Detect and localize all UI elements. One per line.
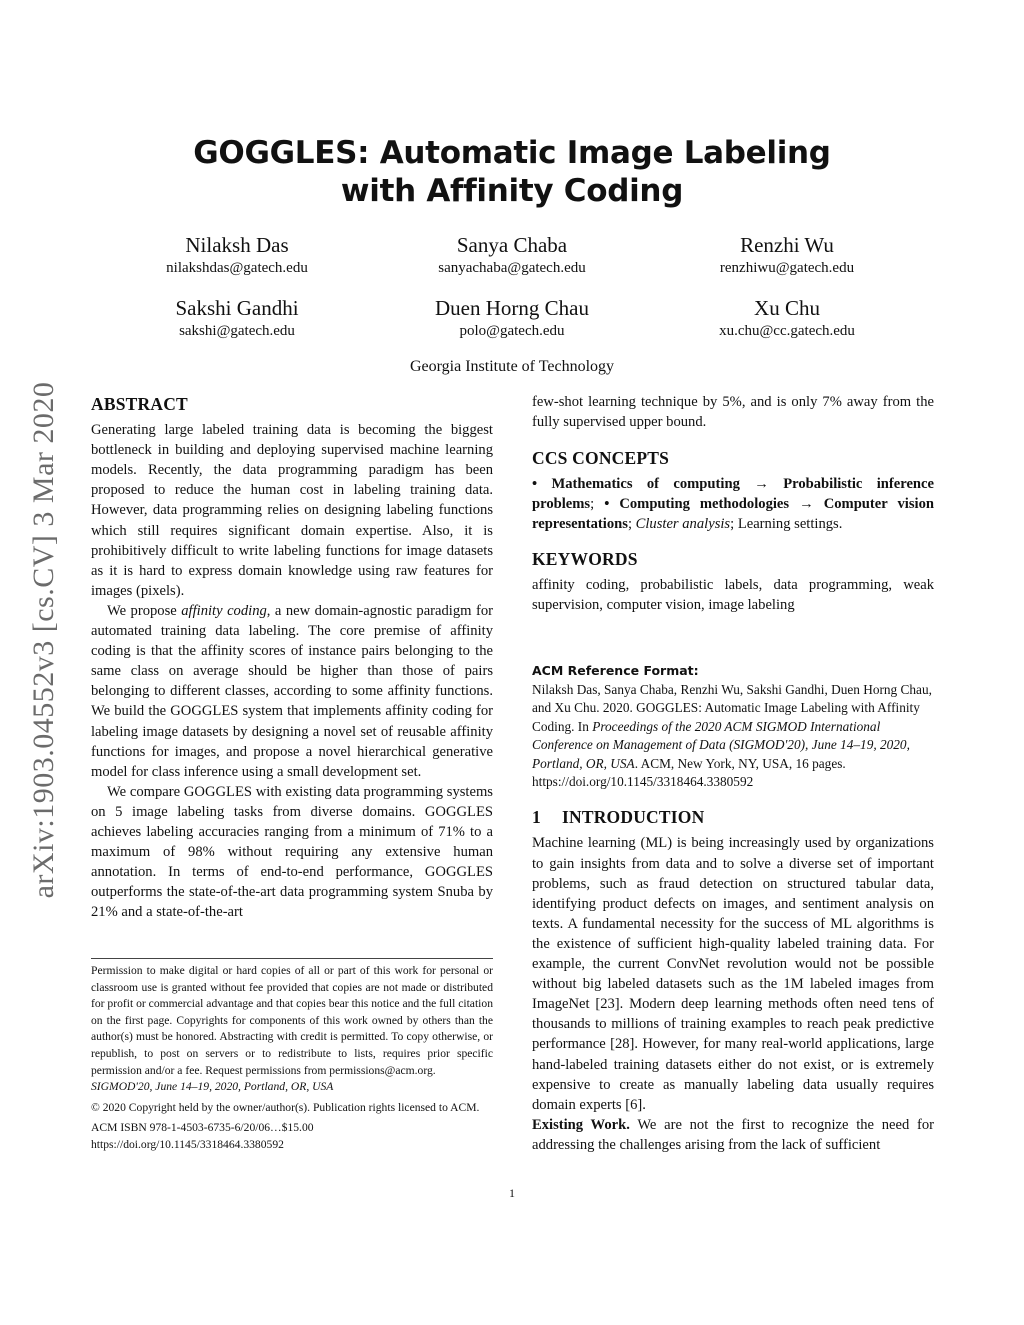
- permission-notice: Permission to make digital or hard copies of all or part of this work for personal or classroom use is granted without fee provided that copies are not made or distributed for profit or commercial advantage and that copies bear this notice and the full citation on the first page. Copyrights for components of this work owned by others than the author(s) must be honored. Abstracting with credit is permitted. To copy otherwise, or republish, to post on servers or to redistribute to lists, requires prior specific permission and/or a fee. Request permissions from permissions@acm.org.: [91, 964, 493, 1077]
- introduction-paragraph: Machine learning (ML) is being increasingly used by organizations to gain insights from data and to solve a diverse set of important problems, such as fraud detection on structured tabular data, identifying product defects on images, and sentiment analysis on texts. A fundamental necessity for the success of ML algorithms is the existence of sufficient high-quality labeled training data. For example, the current ConvNet revolution would not be possible without big labeled datasets such as the 1M labeled images from ImageNet [23]. Modern deep learning methods often need tens of thousands to millions of training examples to reach peak predictive performance [28]. However, for many real-world applications, large hand-labeled training datasets either do not exist, or is extremely expensive to create as manually labeling data usually requires domain experts [6].: [532, 835, 934, 1113]
- keywords-text: affinity coding, probabilistic labels, data programming, weak supervision, computer vision, image labeling: [532, 576, 934, 613]
- author-name: Nilaksh Das: [185, 233, 289, 257]
- text-run: . ACM, New York, NY, USA, 16 pages. https://doi.org/10.1145/3318464.3380592: [532, 755, 846, 789]
- page-number: 1: [509, 1186, 515, 1200]
- author-name: Xu Chu: [754, 296, 820, 320]
- author-name: Sanya Chaba: [456, 233, 568, 257]
- ccs-separator: ;: [590, 496, 605, 513]
- author-email: xu.chu@cc.gatech.edu: [719, 323, 855, 339]
- author-block: [77, 295, 397, 341]
- venue-text: SIGMOD'20, June 14–19, 2020, Portland, OR, USA: [91, 1080, 334, 1094]
- ccs-separator: ;: [730, 516, 738, 533]
- ccs-term: Cluster analysis: [635, 516, 731, 533]
- isbn-line: ACM ISBN 978-1-4503-6735-6/20/06…$15.00: [91, 1121, 314, 1135]
- acm-reference-label: ACM Reference Format:: [532, 662, 699, 678]
- author-email: renzhiwu@gatech.edu: [719, 260, 855, 276]
- author-block: [352, 232, 672, 278]
- text-run: We propose: [107, 602, 182, 619]
- author-email: sanyachaba@gatech.edu: [438, 260, 586, 276]
- ccs-concepts: [532, 474, 934, 534]
- author-block: [627, 232, 947, 278]
- ccs-term: • Computing methodologies: [604, 496, 790, 513]
- introduction-paragraph: [532, 1115, 934, 1155]
- paper-title: [0, 134, 1024, 210]
- doi-line: https://doi.org/10.1145/3318464.3380592: [91, 1137, 284, 1151]
- proceedings-title: Proceedings of the 2020 ACM SIGMOD International Conference on Management of Data (SIGMOD'20), June 14–19, 2020, Portland, OR, USA: [532, 718, 910, 771]
- abstract-paragraph: Generating large labeled training data is becoming the biggest bottleneck in building and deploying supervised machine learning models. Recently, the data programming paradigm has been proposed to reduce the human cost in labeling training data. However, data programming relies on designing labeling functions which still requires significant domain expertise. Also, it is prohibitively difficult to write labeling functions for image datasets as it is hard to express domain knowledge using raw features for images (pixels).: [91, 422, 493, 599]
- text-run: We are not the first to recognize the need for addressing the challenges arising from the lack of sufficient: [532, 1116, 934, 1153]
- introduction-heading: [532, 807, 934, 827]
- text-run: , a new domain-agnostic paradigm for automated training data labeling. The core premise of affinity coding is that the affinity scores of instance pairs belonging to the same class on average should be higher than those of pairs belonging to different classes, according to some affinity functions. We build the GOGGLES system that implements affinity coding for labeling image datasets by designing a novel set of reusable affinity functions for images, and propose a novel hierarchical generative model for class inference using a small development set.: [91, 602, 494, 780]
- author-email: nilakshdas@gatech.edu: [166, 260, 308, 276]
- author-name: Duen Horng Chau: [435, 296, 589, 320]
- author-email: polo@gatech.edu: [459, 323, 565, 339]
- venue-line: [91, 1079, 493, 1096]
- ccs-term: Computer vision representations: [532, 496, 934, 533]
- copyright-line: © 2020 Copyright held by the owner/author(s). Publication rights licensed to ACM.: [91, 1100, 480, 1114]
- abstract-continuation: few-shot learning technique by 5%, and is only 7% away from the fully supervised upper bound.: [532, 394, 934, 431]
- affiliation: Georgia Institute of Technology: [409, 358, 615, 375]
- ccs-term: Learning settings.: [737, 516, 843, 533]
- abstract-paragraph: [91, 601, 493, 782]
- ccs-arrow: →: [789, 496, 824, 513]
- author-block: [352, 295, 672, 341]
- abstract-heading: ABSTRACT: [91, 394, 188, 414]
- ccs-separator: ;: [627, 516, 636, 533]
- section-title: INTRODUCTION: [562, 807, 705, 828]
- author-name: Renzhi Wu: [740, 233, 834, 257]
- run-in-heading: Existing Work.: [532, 1116, 630, 1133]
- title-line-1: GOGGLES: Automatic Image Labeling: [193, 135, 831, 171]
- abstract-paragraph: We compare GOGGLES with existing data programming systems on 5 image labeling tasks from diverse domains. GOGGLES achieves labeling accuracies ranging from a minimum of 71% to a maximum of 98% without requiring any extensive human annotation. In terms of end-to-end performance, GOGGLES outperforms the state-of-the-art data programming system Snuba by 21% and a state-of-the-art: [91, 783, 493, 921]
- arxiv-identifier-stamp: arXiv:1903.04552v3 [cs.CV] 3 Mar 2020: [27, 381, 60, 899]
- text-run: Nilaksh Das, Sanya Chaba, Renzhi Wu, Sakshi Gandhi, Duen Horng Chau, and Xu Chu. 2020. GOGGLES: Automatic Image Labeling with Affinity Coding. In: [532, 681, 932, 734]
- author-block: [77, 232, 397, 278]
- emphasized-term: affinity coding: [181, 602, 267, 619]
- section-number: 1: [532, 807, 541, 828]
- ccs-heading: CCS CONCEPTS: [532, 448, 670, 469]
- permission-footnote: [91, 963, 493, 1154]
- ccs-arrow: →: [739, 476, 784, 493]
- right-column: [532, 392, 934, 1155]
- footnote-divider: [91, 958, 493, 959]
- author-block: [627, 295, 947, 341]
- left-column: [91, 392, 493, 922]
- ccs-term: • Mathematics of computing: [532, 476, 740, 493]
- author-email: sakshi@gatech.edu: [179, 323, 295, 339]
- author-name: Sakshi Gandhi: [175, 296, 299, 320]
- acm-reference-text: [532, 681, 934, 791]
- keywords-heading: KEYWORDS: [532, 548, 638, 569]
- ccs-term: Probabilistic inference problems: [532, 476, 935, 513]
- title-line-2: with Affinity Coding: [340, 173, 684, 209]
